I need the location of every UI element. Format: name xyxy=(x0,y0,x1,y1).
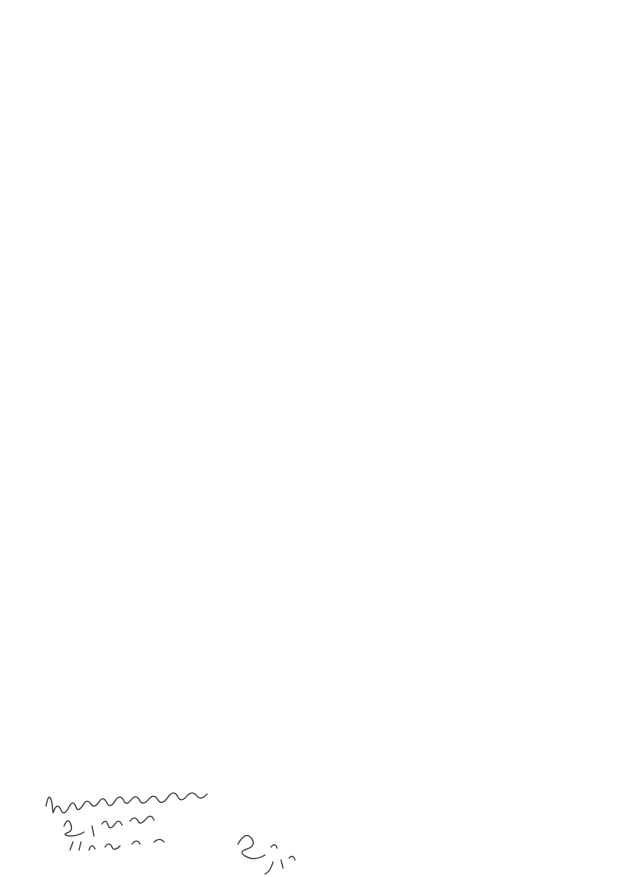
arrhenius-chart xyxy=(28,56,360,292)
translator-stamp xyxy=(326,785,579,822)
stamp-translation-number-label xyxy=(344,810,345,821)
arrhenius-plot xyxy=(28,56,360,292)
handwritten-note xyxy=(30,782,320,877)
stamp-city-text xyxy=(447,793,448,804)
